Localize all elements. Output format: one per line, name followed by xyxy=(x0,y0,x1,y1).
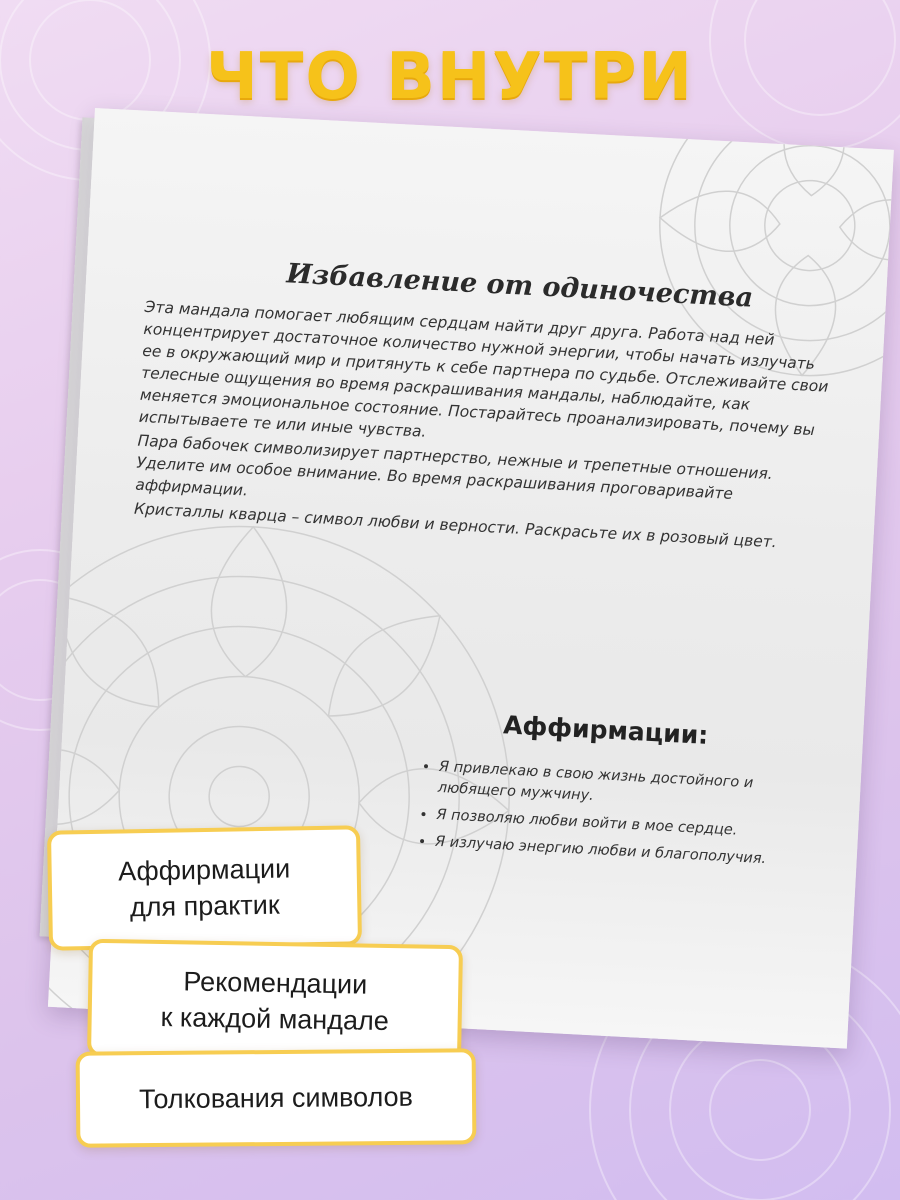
callout-line: к каждой мандале xyxy=(160,1002,390,1036)
description-paragraph: Кристаллы кварца – символ любви и верности. Раскрасьте их в розовый цвет. xyxy=(133,499,778,552)
callout-line: Толкования символов xyxy=(138,1081,414,1115)
callout-line: Аффирмации xyxy=(117,853,291,887)
affirmations-title: Аффирмации: xyxy=(502,710,710,750)
affirmations-list xyxy=(416,756,799,878)
affirmation-item: • Я излучаю энергию любви и благополучия. xyxy=(434,832,795,872)
description-paragraph: Эта мандала помогает любящим сердцам найти друг друга. Работа над ней концентрирует достаточное количество нужной энергии, чтобы начать излучать ее в окружающий мир и притянуть к себе партнера по судьбе. Отслеживайте свои телесные ощущения во время раскрашивания мандалы, наблюдайте, как меняется эмоциональное состояние. Постарайтесь проанализировать, почему вы испытываете те или иные чувства. xyxy=(138,297,829,441)
page-headline: ЧТО ВНУТРИ xyxy=(206,40,694,114)
callout-recommendations xyxy=(87,939,463,1064)
description-text xyxy=(133,296,834,558)
callout-symbol-interpretations xyxy=(76,1048,477,1147)
affirmation-item: • Я позволяю любви войти в мое сердце. xyxy=(436,805,797,845)
description-paragraph: Пара бабочек символизирует партнерство, нежные и трепетные отношения. Уделите им особое внимание. Во время раскрашивания проговаривайте аффирмации. xyxy=(134,431,774,503)
affirmation-item: • Я привлекаю в свою жизнь достойного и любящего мужчину. xyxy=(437,757,799,818)
callout-line: Рекомендации xyxy=(183,966,368,1000)
page-title: Избавление от одиночества xyxy=(285,258,754,314)
callout-line: для практик xyxy=(129,889,280,923)
callout-affirmations xyxy=(47,825,362,950)
